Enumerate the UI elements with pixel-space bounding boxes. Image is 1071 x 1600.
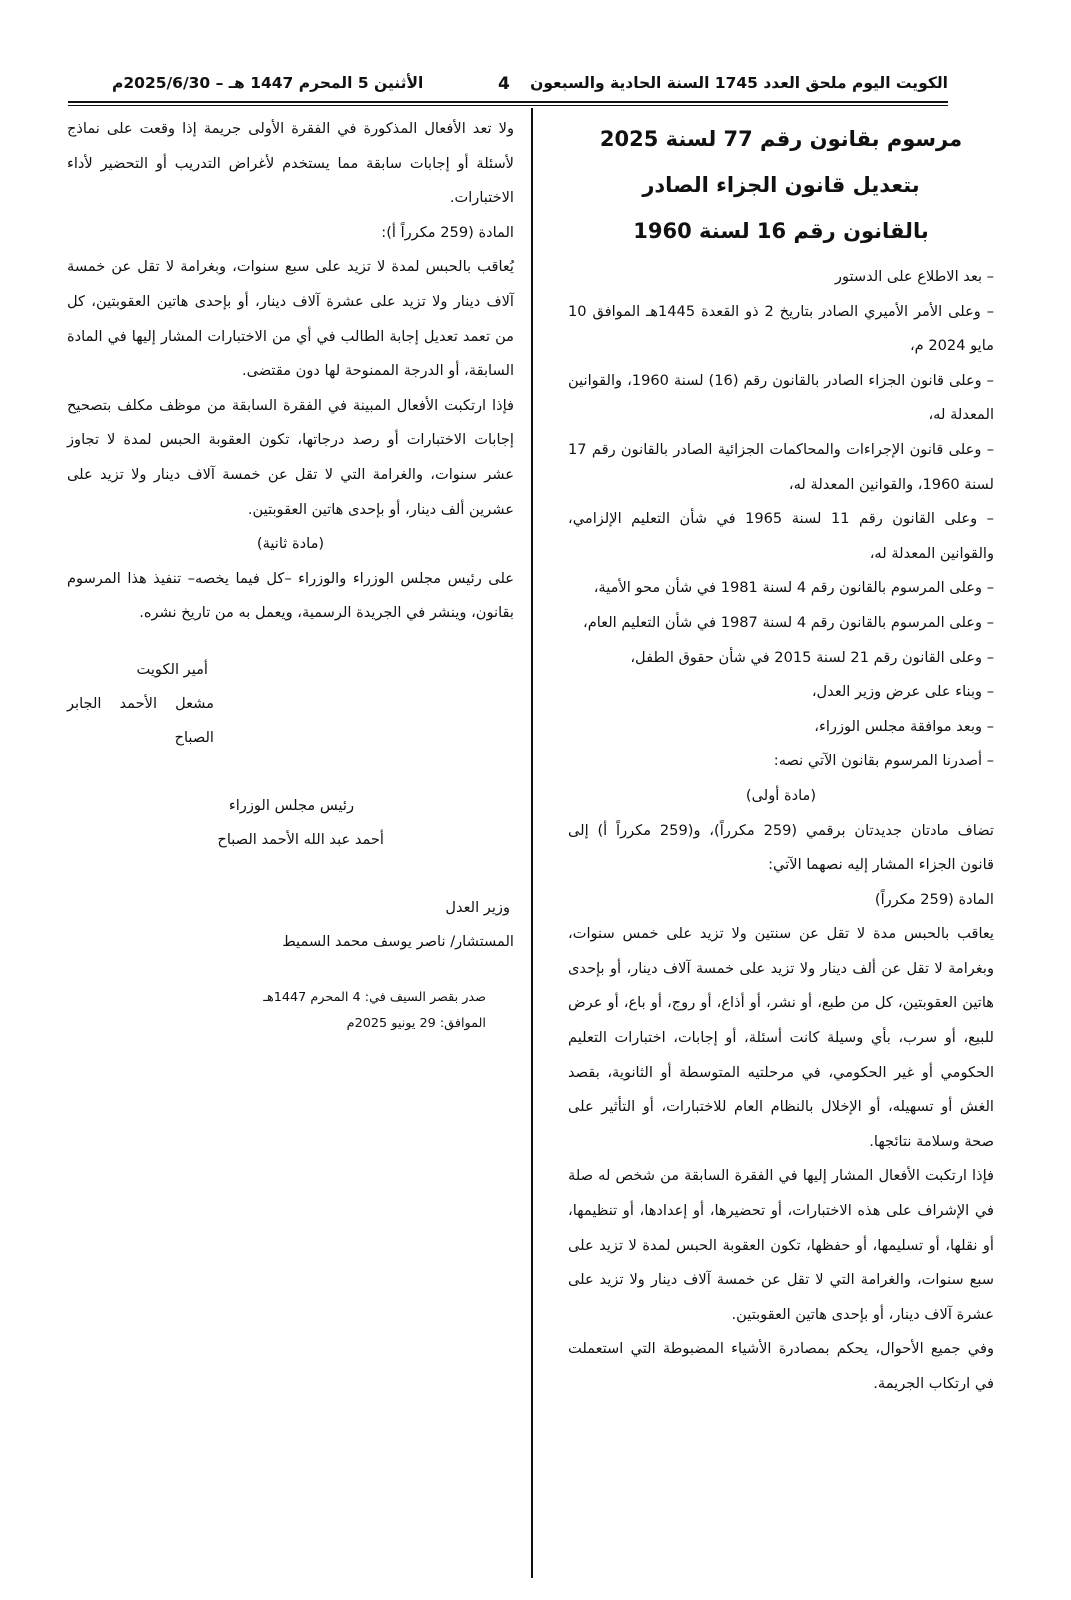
- preamble-item: – وعلى القانون رقم 21 لسنة 2015 في شأن حقوق الطفل،: [630, 648, 994, 666]
- article-259-heading: المادة (259 مكرراً): [874, 890, 994, 908]
- prime-minister-title: رئيس مجلس الوزراء: [228, 796, 354, 814]
- preamble-item: – وعلى الأمر الأميري الصادر بتاريخ 2 ذو القعدة 1445هـ الموافق 10 مايو 2024 م،: [568, 302, 994, 355]
- justice-minister-signature: [67, 891, 514, 959]
- emir-name: مشعل الأحمد الجابر الصباح: [67, 694, 214, 746]
- header-issue-info: الكويت اليوم ملحق العدد 1745 السنة الحادية والسبعون: [530, 74, 948, 92]
- preamble-item: – وعلى قانون الإجراءات والمحاكمات الجزائية الصادر بالقانون رقم 17 لسنة 1960، والقوانين المعدلة له،: [568, 440, 994, 493]
- header-rule-thin: [68, 105, 948, 106]
- header-date: الأثنين 5 المحرم 1447 هـ – 2025/6/30م: [112, 74, 424, 92]
- article-259-paragraph-3: وفي جميع الأحوال، يحكم بمصادرة الأشياء المضبوطة التي استعملت في ارتكاب الجريمة.: [568, 1340, 994, 1392]
- decree-title-line-2: بتعديل قانون الجزاء الصادر: [642, 173, 920, 197]
- preamble-item: – وعلى قانون الجزاء الصادر بالقانون رقم (16) لسنة 1960، والقوانين المعدلة له،: [568, 371, 994, 424]
- prime-minister-signature: [67, 789, 384, 857]
- article-259a-paragraph-1: يُعاقب بالحبس لمدة لا تزيد على سبع سنوات، وبغرامة لا تقل عن خمسة آلاف دينار ولا تزيد على عشرة آلاف دينار، أو بإحدى هاتين العقوبتين، كل من تعمد تعديل إجابة الطالب في أي من الاختبارات المشار إليها في المادة السابقة، أو الدرجة الممنوحة لها دون مقتضى.: [67, 258, 514, 380]
- article-1-intro: تضاف مادتان جديدتان برقمي (259 مكرراً)، و(259 مكرراً أ) إلى قانون الجزاء المشار إليه نصهما الآتي:: [568, 821, 994, 874]
- justice-minister-name: المستشار/ ناصر يوسف محمد السميط: [282, 932, 514, 950]
- page-header: [68, 68, 948, 98]
- issued-gregorian-date: الموافق: 29 يونيو 2025م: [346, 1015, 486, 1031]
- page-number: 4: [498, 74, 510, 94]
- decree-title-line-3: بالقانون رقم 16 لسنة 1960: [633, 219, 929, 243]
- preamble-item: – وعلى المرسوم بالقانون رقم 4 لسنة 1987 في شأن التعليم العام،: [582, 613, 994, 631]
- prime-minister-name: أحمد عبد الله الأحمد الصباح: [217, 830, 384, 848]
- issuance-info: [67, 985, 486, 1037]
- article-2-text: على رئيس مجلس الوزراء والوزراء –كل فيما يخصه– تنفيذ هذا المرسوم بقانون، وينشر في الجريدة الرسمية، ويعمل به من تاريخ نشره.: [67, 569, 514, 622]
- emir-signature: [67, 653, 214, 755]
- article-2-heading: (مادة ثانية): [256, 535, 325, 553]
- decree-title-line-1: مرسوم بقانون رقم 77 لسنة 2025: [599, 127, 963, 151]
- article-1-heading: (مادة أولى): [745, 786, 817, 804]
- preamble-item: – أصدرنا المرسوم بقانون الآتي نصه:: [773, 752, 994, 770]
- preamble-item: – بعد الاطلاع على الدستور: [834, 268, 994, 285]
- emir-title: أمير الكويت: [136, 660, 208, 678]
- preamble-item: – وبناء على عرض وزير العدل،: [811, 683, 994, 701]
- article-259-paragraph-2: فإذا ارتكبت الأفعال المشار إليها في الفقرة السابقة من شخص له صلة في الإشراف على هذه الاختبارات، أو تحضيرها، أو إعدادها، أو تنظيمها، أو نقلها، أو تسليمها، أو حفظها، تكون العقوبة الحبس لمدة لا تزيد على سبع سنوات، والغرامة التي لا تقل عن خمسة آلاف دينار ولا تزيد على عشرة آلاف دينار، أو بإحدى هاتين العقوبتين.: [568, 1167, 994, 1323]
- preamble-item: – وبعد موافقة مجلس الوزراء،: [814, 717, 994, 735]
- article-259-paragraph-1: يعاقب بالحبس مدة لا تقل عن سنتين ولا تزيد على خمس سنوات، وبغرامة لا تقل عن ألف دينار ولا تزيد على خمسة آلاف دينار، أو بإحدى هاتين العقوبتين، كل من طبع، أو نشر، أو أذاع، أو روج، أو باع، أو عرض للبيع، أو سرب، بأي وسيلة كانت أسئلة، أو إجابات، اختبارات التعليم الحكومي أو غير الحكومي، في مرحلتيه المتوسطة أو الثانوية، بقصد الغش أو تسهيله، أو الإخلال بالنظام العام للاختبارات، أو التأثير على صحة وسلامة نتائجها.: [568, 925, 994, 1150]
- right-column: [568, 112, 994, 1402]
- article-259a-heading: المادة (259 مكرراً أ):: [381, 223, 514, 241]
- justice-minister-title: وزير العدل: [445, 898, 510, 916]
- preamble-item: – وعلى القانون رقم 11 لسنة 1965 في شأن التعليم الإلزامي، والقوانين المعدلة له،: [568, 510, 994, 562]
- preamble-item: – وعلى المرسوم بالقانون رقم 4 لسنة 1981 في شأن محو الأمية،: [593, 579, 994, 597]
- left-column: [67, 112, 514, 1037]
- issued-place-date: صدر بقصر السيف في: 4 المحرم 1447هـ: [263, 989, 486, 1005]
- article-259a-paragraph-2: فإذا ارتكبت الأفعال المبينة في الفقرة السابقة من موظف مكلف بتصحيح إجابات الاختبارات أو رصد درجاتها، تكون العقوبة الحبس لمدة لا تجاوز عشر سنوات، والغرامة التي لا تقل عن خمسة آلاف دينار ولا تزيد على عشرين ألف دينار، أو بإحدى هاتين العقوبتين.: [67, 396, 514, 518]
- article-259-paragraph-4: ولا تعد الأفعال المذكورة في الفقرة الأولى جريمة إذا وقعت على نماذج لأسئلة أو إجابات سابقة مما يستخدم لأغراض التدريب أو التحضير لأداء الاختبارات.: [67, 120, 514, 207]
- column-divider: [531, 108, 533, 1578]
- header-rule: [68, 101, 948, 103]
